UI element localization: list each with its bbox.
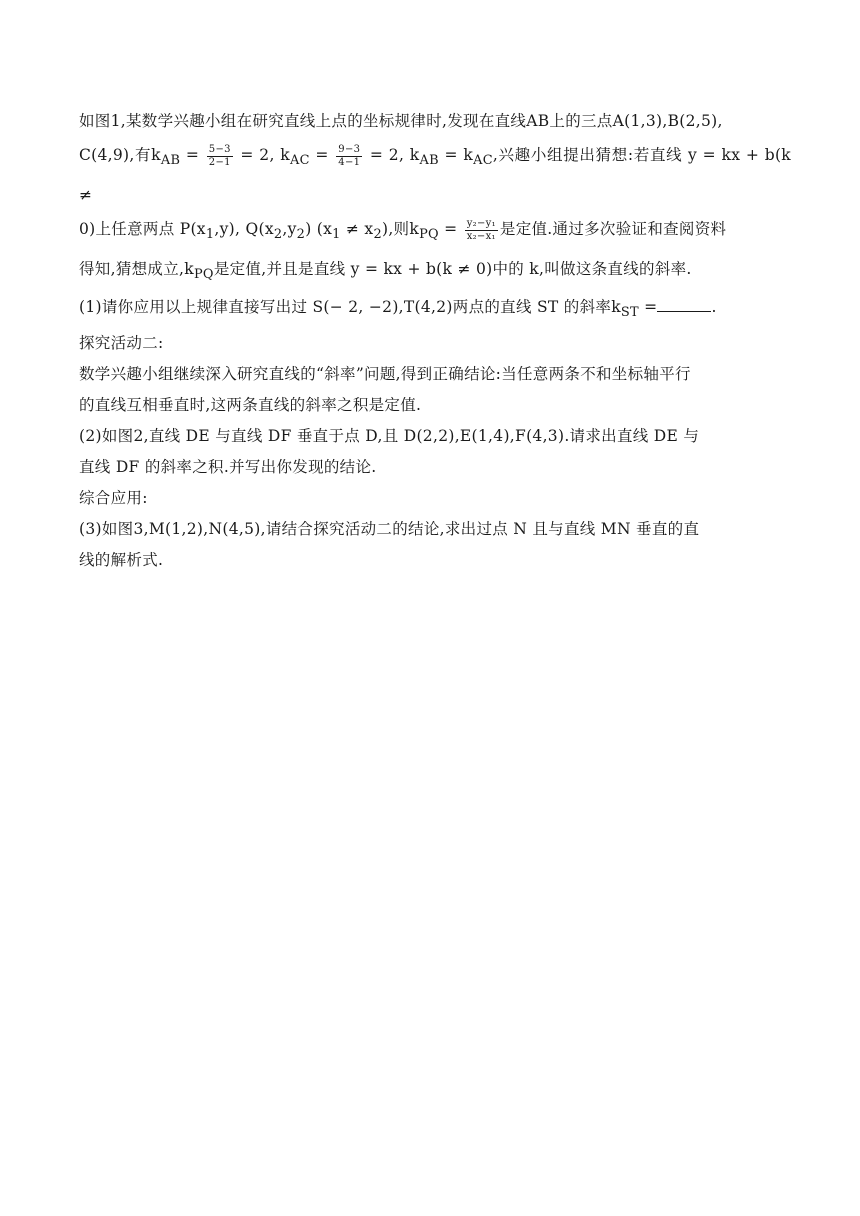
section-2-title: 探究活动二: <box>79 334 164 353</box>
question-1: (1)请你应用以上规律直接写出过 S(− 2, −2),T(4,2)两点的直线 ST 的斜率$k_{ST}$ = . <box>79 292 791 328</box>
question-3: (3)如图3,M(1,2),N(4,5),请结合探究活动二的结论,求出过点 N 且与直线 MN 垂直的直 线的解析式. <box>79 520 700 570</box>
fraction-kac: $\frac{9-3}{4-1}$ <box>338 143 361 168</box>
document-body <box>79 104 791 576</box>
intro-line-1: 如图1,某数学兴趣小组在研究直线上点的坐标规律时,发现在直线AB上的三点A(1,3),B(2,5), <box>79 112 723 130</box>
fraction-kpq: $\frac{\text{y₂−y₁}}{\text{x₂−x₁}}$ <box>466 217 496 242</box>
intro-line-3: 0)上任意两点 $P(x_1,y)$, $Q(x_2,y_2) (x_1 \ne x_2)$,则$k_{PQ}$ = $\frac{\text{y₂−y₁}}{\text{x₂−x₁}}$ 是定值.通过多次验证和查阅资料 <box>79 217 727 243</box>
answer-blank[interactable] <box>657 295 711 312</box>
intro-line-4: 得知,猜想成立$,k_{PQ}$是定值,并且是直线 y = kx + b(k ≠ 0)中的 k,叫做这条直线的斜率. <box>79 260 692 283</box>
section-2-text: 数学兴趣小组继续深入研究直线的“斜率”问题,得到正确结论:当任意两条不和坐标轴平行 的直线互相垂直时,这两条直线的斜率之积是定值. <box>79 365 691 415</box>
intro-line-2: C(4,9),有$k_{AB}$ = $\frac{5-3}{2-1}$ = 2, $k_{AC}$ = $\frac{9-3}{4-1}$ = 2, $k_{AB} = k_{AC}$,兴趣小组提出猜想:若直线 y = kx + b(k ≠ <box>79 143 791 205</box>
question-2: (2)如图2,直线 DE 与直线 DF 垂直于点 D,且 D(2,2),E(1,4),F(4,3).请求出直线 DE 与 直线 DF 的斜率之积.并写出你发现的结论. <box>79 427 700 477</box>
section-3-title: 综合应用: <box>79 489 148 508</box>
fraction-kab: $\frac{5-3}{2-1}$ <box>208 143 231 168</box>
intro-paragraph <box>79 104 791 292</box>
